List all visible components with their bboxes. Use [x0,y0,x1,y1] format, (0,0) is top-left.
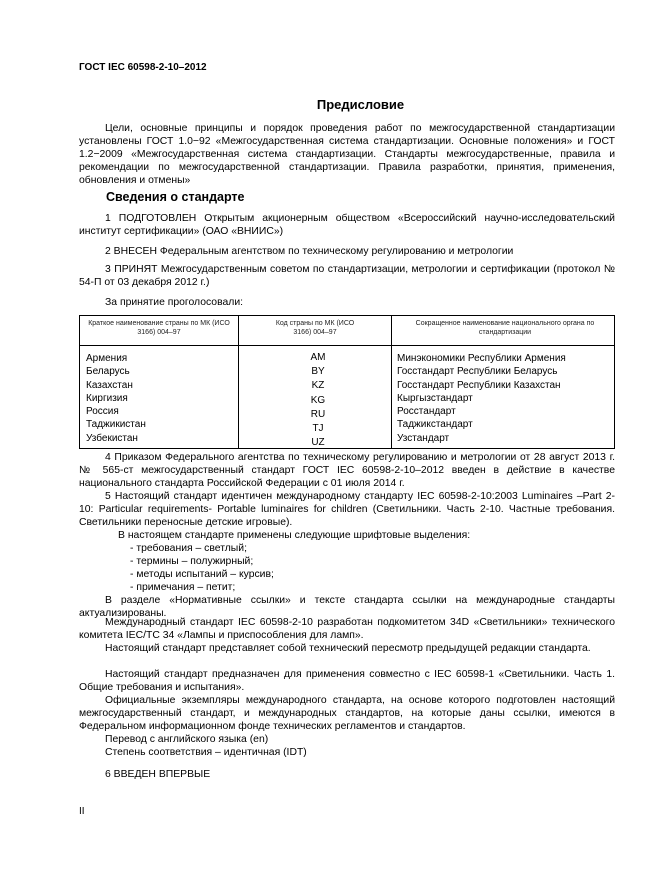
table-cell: KZ [311,380,325,392]
table-cell: KG [310,394,326,406]
table-cell: Армения [86,353,128,364]
translation-note: Перевод с английского языка (en) [105,734,269,745]
country-column [86,352,146,445]
item-1: 1 ПОДГОТОВЛЕН Открытым акционерным обществом «Всероссийский научно-исследовательский институт сертификации» (ОАО «ВНИИС») [79,213,615,237]
table-cell: TJ [312,423,324,435]
table-cell: Таджикистан [86,419,146,431]
paragraph-intl: Международный стандарт IEC 60598-2-10 разработан подкомитетом 34D «Светильники» технического комитета IEC/TC 34 «Лампы и приспособления для ламп». [79,617,615,641]
table-cell: Казахстан [86,379,133,391]
table-cell: Узстандарт [397,432,450,444]
table-cell: AM [310,352,326,363]
fonts-item: - термины – полужирный; [130,556,254,567]
table-cell: Госстандарт Республики Беларусь [397,366,558,378]
paragraph-official: Официальные экземпляры международного стандарта, на основе которого подготовлен настоящий межгосударственный стандарт, и международных стандартов, на которые даны ссылки, имеются в Федеральном информационном фонде технических регламентов и стандартов. [79,695,615,732]
fonts-item: - требования – светлый; [130,543,247,554]
item-2: 2 ВНЕСЕН Федеральным агентством по техническому регулированию и метрологии [105,246,514,257]
fonts-item: - методы испытаний – курсив; [130,569,274,580]
table-cell: Таджикстандарт [397,419,473,431]
table-cell: UZ [311,437,325,449]
table-header-code: Код страны по МК (ИСО 3166) 004–97 [275,320,355,336]
table-cell: Узбекистан [86,432,138,444]
page-title: Предисловие [316,97,405,112]
table-cell: Киргизия [86,392,128,404]
body-column [397,352,566,445]
table-cell: Росстандарт [397,406,456,418]
conformity-note: Степень соответствия – идентичная (IDT) [105,747,307,758]
fonts-intro: В настоящем стандарте применены следующие шрифтовые выделения: [118,530,471,541]
table-divider [238,316,239,448]
code-column [243,351,393,450]
paragraph-usage: Настоящий стандарт предназначен для применения совместно с IEC 60598-1 «Светильники. Часть 1. Общие требования и испытания». [79,669,615,693]
page-number: II [79,806,85,817]
item-5: 5 Настоящий стандарт идентичен международному стандарту IEC 60598-2-10:2003 Luminaires –Part 2-10: Particular requirements- Portable luminaires for children (Светильники. Часть 2-10. Частные требования. Светильники переносные детские игровые). [79,491,615,528]
document-header: ГОСТ IEC 60598-2-10–2012 [79,62,207,73]
fonts-item: - примечания – петит; [130,582,236,593]
voting-table [79,315,615,449]
voted-label: За принятие проголосовали: [105,297,244,308]
intro-paragraph: Цели, основные принципы и порядок проведения работ по межгосударственной стандартизации установлены ГОСТ 1.0−92 «Межгосударственная система стандартизации. Основные положения» и ГОСТ 1.2−2009 «Межгосударственная система стандартизации. Стандарты межгосударственные, правила и рекомендации по межгосударственной стандартизации. Правила разработки, принятия, применения, обновления и отмены» [79,123,615,186]
table-header-country: Краткое наименование страны по МК (ИСО 3166) 004–97 [88,320,230,336]
table-header-rule [80,345,614,346]
table-cell: Беларусь [86,366,130,378]
table-cell: Россия [86,406,119,418]
item-3: 3 ПРИНЯТ Межгосударственным советом по стандартизации, метрологии и сертификации (протокол № 54-П от 03 декабря 2012 г.) [79,264,615,288]
table-header-body: Сокращенное наименование национального органа по стандартизации [415,320,595,336]
table-cell: Госстандарт Республики Казахстан [397,379,561,391]
section-title: Сведения о стандарте [106,190,245,204]
table-cell: Кыргызстандарт [397,392,473,404]
item-6: 6 ВВЕДЕН ВПЕРВЫЕ [105,769,211,780]
table-cell: BY [311,366,325,378]
table-cell: RU [310,408,326,420]
paragraph-revision: Настоящий стандарт представляет собой технический пересмотр предыдущей редакции стандарта. [105,643,591,654]
item-4: 4 Приказом Федерального агентства по техническому регулированию и метрологии от 28 август 2013 г. № 565-ст межгосударственный стандарт ГОСТ IEC 60598-2-10–2012 введен в действие в качестве национального стандарта Российской Федерации с 01 июля 2014 г. [79,452,615,489]
table-cell: Минэкономики Республики Армения [397,353,566,364]
paragraph-refs: В разделе «Нормативные ссылки» и тексте стандарта ссылки на международные стандарты актуализированы. [79,595,615,619]
